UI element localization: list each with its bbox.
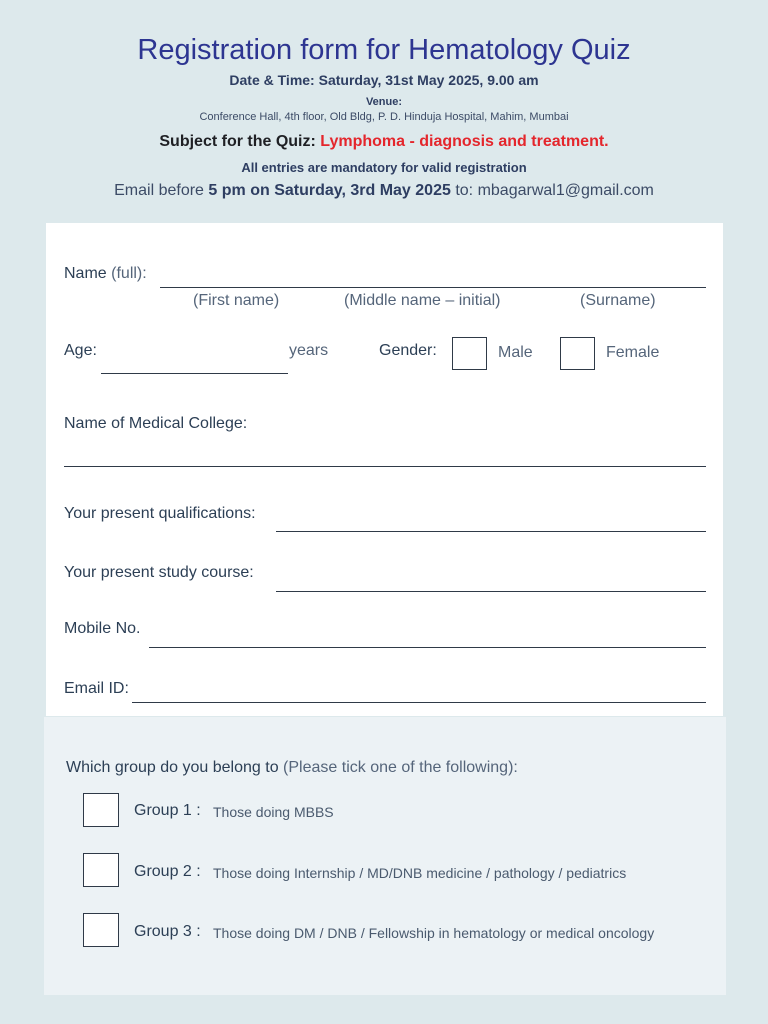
- email-input-line[interactable]: [132, 702, 706, 703]
- group-3-checkbox[interactable]: [83, 913, 119, 947]
- quiz-subject: [0, 133, 768, 151]
- email-instructions: [0, 182, 768, 200]
- subject-topic: Lymphoma - diagnosis and treatment.: [320, 133, 609, 150]
- study-course-input-line[interactable]: [276, 591, 706, 592]
- mobile-input-line[interactable]: [149, 647, 706, 648]
- venue-address: Conference Hall, 4th floor, Old Bldg, P. D. Hinduja Hospital, Mahim, Mumbai: [199, 111, 569, 123]
- group-question: [66, 759, 518, 777]
- name-qualifier: (full):: [111, 265, 147, 282]
- age-label: Age:: [64, 342, 97, 359]
- gender-male-checkbox[interactable]: [452, 337, 487, 370]
- college-input-line[interactable]: [64, 466, 706, 467]
- mandatory-note: All entries are mandatory for valid registration: [241, 160, 527, 175]
- event-datetime: Date & Time: Saturday, 31st May 2025, 9.00 am: [229, 72, 539, 88]
- age-input-line[interactable]: [101, 373, 288, 374]
- email-label: Email ID:: [64, 680, 129, 697]
- college-label: Name of Medical College:: [64, 415, 248, 432]
- gender-male-label: Male: [498, 344, 533, 361]
- email-prefix: Email before: [114, 182, 204, 199]
- page-title: Registration form for Hematology Quiz: [137, 34, 631, 66]
- name-label-text: Name: [64, 265, 107, 282]
- gender-female-checkbox[interactable]: [560, 337, 595, 370]
- group-1-checkbox[interactable]: [83, 793, 119, 827]
- group-2-checkbox[interactable]: [83, 853, 119, 887]
- group-3-description: Those doing DM / DNB / Fellowship in hematology or medical oncology: [213, 925, 655, 941]
- email-deadline: 5 pm on Saturday, 3rd May 2025: [208, 182, 451, 199]
- group-1-description: Those doing MBBS: [213, 804, 334, 820]
- group-1-label: Group 1 :: [134, 802, 201, 819]
- subject-prefix: Subject for the Quiz:: [159, 133, 316, 150]
- surname-hint: (Surname): [580, 292, 656, 309]
- group-3-label: Group 3 :: [134, 923, 201, 940]
- age-unit: years: [289, 342, 329, 359]
- name-label: [64, 265, 147, 283]
- group-question-text: Which group do you belong to: [66, 759, 279, 776]
- middle-name-hint: (Middle name – initial): [344, 292, 501, 309]
- gender-female-label: Female: [606, 344, 660, 361]
- qualifications-input-line[interactable]: [276, 531, 706, 532]
- group-2-label: Group 2 :: [134, 863, 201, 880]
- name-input-line[interactable]: [160, 287, 706, 288]
- group-2-description: Those doing Internship / MD/DNB medicine / pathology / pediatrics: [213, 865, 627, 881]
- venue-label: Venue:: [365, 96, 403, 108]
- gender-label: Gender:: [379, 342, 437, 359]
- qualifications-label: Your present qualifications:: [64, 505, 256, 522]
- study-course-label: Your present study course:: [64, 564, 254, 581]
- group-question-hint: (Please tick one of the following):: [283, 759, 518, 776]
- mobile-label: Mobile No.: [64, 620, 141, 637]
- email-recipient: to: mbagarwal1@gmail.com: [455, 182, 654, 199]
- first-name-hint: (First name): [193, 292, 280, 309]
